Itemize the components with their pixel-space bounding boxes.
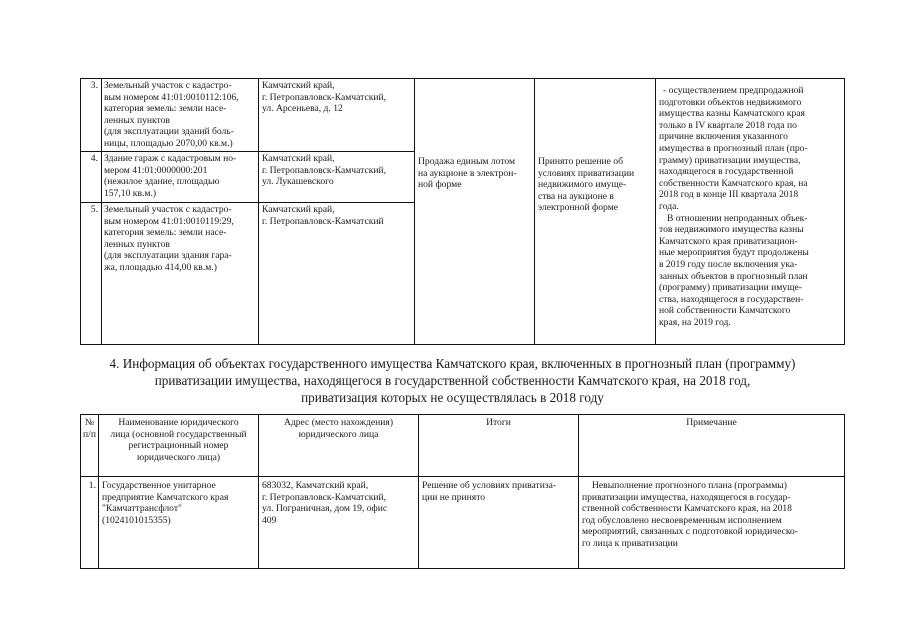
text-line: причине включения указанного — [659, 131, 788, 143]
header-address — [259, 416, 418, 441]
text-line: (программу) приватизации имуще- — [659, 282, 802, 294]
text-line: ленных пунктов — [104, 114, 170, 126]
text-line: (для эксплуатации зданий боль- — [104, 126, 234, 138]
text-line: 683032, Камчатский край, — [262, 480, 369, 491]
text-line: Земельный участок с кадастро- — [104, 204, 232, 215]
privatization-decision — [535, 155, 655, 215]
text-line: ленных пунктов — [104, 238, 170, 250]
header-results — [419, 416, 578, 430]
object-address — [259, 203, 414, 228]
sale-method — [415, 155, 534, 192]
text-line: только в IV квартале 2018 года по — [659, 119, 797, 131]
header-line: п/п — [83, 428, 96, 440]
legal-entity-address — [259, 479, 418, 527]
text-line: г. Петропавловск-Камчатский, — [262, 491, 387, 503]
text-line: собственности Камчатского края, на — [659, 177, 808, 189]
row-number — [81, 479, 98, 493]
header-line: Примечание — [686, 417, 737, 428]
row-number — [81, 79, 101, 93]
text-line: занных объектов в прогнозный план — [659, 270, 808, 282]
header-number — [81, 416, 98, 441]
legal-entity-name — [99, 479, 258, 527]
text-line: г. Петропавловск-Камчатский, — [262, 91, 387, 103]
object-address — [259, 152, 414, 189]
note-text — [656, 84, 844, 329]
object-address — [259, 79, 414, 116]
row-number — [81, 203, 101, 217]
header-line: лица (основной государственный — [110, 428, 247, 440]
text-line: ной собственности Камчатского — [659, 305, 791, 317]
header-line: Итоги — [486, 417, 511, 428]
object-description — [101, 203, 258, 275]
text-line: го лица к приватизации — [582, 537, 678, 549]
text-line: Продажа единым лотом — [418, 156, 516, 167]
text-line: ной форме — [418, 179, 462, 191]
text-line: 409 — [262, 514, 277, 526]
title-line: приватизация которых не осуществлялась в 2018 году — [301, 389, 604, 405]
text-line: категория земель: земли насе- — [104, 227, 227, 239]
row-number — [81, 152, 101, 166]
text-line: ул. Лукашевского — [262, 176, 334, 188]
row-number-text: 5. — [90, 204, 98, 215]
text-line: Решение об условиях приватиза- — [422, 480, 557, 491]
text-line: ственной собственности Камчатского края, на 2018 — [582, 503, 792, 515]
header-legal-entity-name — [99, 416, 258, 464]
note-text — [579, 479, 844, 551]
text-line: (нежилое здание, площадью — [104, 176, 220, 188]
text-line: в 2019 году после включения ука- — [659, 258, 798, 270]
text-line: находящегося в государственной — [659, 166, 794, 178]
text-line: края, на 2019 год. — [659, 316, 731, 328]
row-number-text: 1. — [88, 480, 96, 491]
text-line: Государственное унитарное — [102, 480, 216, 491]
row-number-text: 3. — [90, 80, 98, 91]
row-number-text: 4. — [90, 153, 98, 164]
text-line: жа, площадью 414,00 кв.м.) — [104, 261, 217, 273]
text-line: (для эксплуатации здания гара- — [104, 250, 232, 262]
text-line: приватизации имущества, находящегося в государ- — [582, 491, 791, 503]
text-line: год обусловлено несвоевременным исполнением — [582, 514, 782, 526]
text-line: на аукционе в электрон- — [418, 167, 517, 179]
text-line: Камчатского края приватизацион- — [659, 235, 798, 247]
text-line: электронной форме — [538, 202, 619, 214]
text-line: В отношении непроданных объек- — [667, 212, 808, 224]
title-line: приватизации имущества, находящегося в государственной собственности Камчатского края, на 2018 год, — [154, 372, 751, 388]
text-line: ные мероприятия будут продолжены — [659, 247, 809, 259]
text-line: предприятие Камчатского края — [102, 491, 229, 503]
text-line: г. Петропавловск-Камчатский, — [262, 164, 387, 176]
text-line: мером 41:01:0000000:201 — [104, 164, 208, 176]
text-line: мероприятий, связанных с подготовкой юридическо- — [582, 526, 799, 538]
text-line: вым номером 41:01:0010119:29, — [104, 215, 234, 227]
text-line: тов недвижимого имущества казны — [659, 224, 804, 236]
header-line: № — [84, 417, 95, 428]
text-line: ул. Пограничная, дом 19, офис — [262, 503, 388, 515]
text-line: подготовки объектов недвижимого — [659, 96, 802, 108]
header-line: Наименование юридического — [118, 417, 239, 428]
text-line: условиях приватизации — [538, 167, 635, 179]
object-description — [101, 152, 258, 200]
title-line: 4. Информация об объектах государственного имущества Камчатского края, включенных в прогнозный план (программу) — [109, 356, 796, 371]
text-line: Камчатский край, — [262, 153, 335, 164]
text-line: Камчатский край, — [262, 204, 335, 215]
text-line: имущества в прогнозный план (про- — [659, 142, 808, 154]
object-description — [101, 79, 258, 151]
header-line: юридического лица) — [136, 451, 221, 463]
text-line: - осуществлением предпродажной — [663, 85, 804, 96]
text-line: грамму) приватизации имущества, — [659, 154, 801, 166]
text-line: года. — [659, 200, 679, 212]
text-line: ства, находящегося в государствен- — [659, 293, 804, 305]
text-line: Здание гараж с кадастровым но- — [104, 153, 237, 164]
text-line: ства на аукционе в — [538, 190, 614, 202]
text-line: ницы, площадью 2070,00 кв.м.) — [104, 137, 233, 149]
text-line: вым номером 41:01:0010112:106, — [104, 91, 239, 103]
text-line: ции не принято — [422, 491, 486, 503]
text-line: 157,10 кв.м.) — [104, 187, 157, 199]
text-line: 2018 год в конце III квартала 2018 — [659, 189, 799, 201]
text-line: Земельный участок с кадастро- — [104, 80, 232, 91]
header-line: регистрационный номер — [128, 440, 229, 452]
text-line: Камчатский край, — [262, 80, 335, 91]
text-line: ул. Арсеньева, д. 12 — [262, 103, 343, 115]
text-line: г. Петропавловск-Камчатский — [262, 215, 384, 227]
privatization-result — [419, 479, 578, 504]
header-line: юридического лица — [298, 428, 379, 440]
header-line: Адрес (место нахождения) — [283, 417, 394, 428]
text-line: Принято решение об — [538, 156, 623, 167]
text-line: (1024101015355) — [102, 514, 171, 526]
text-line: категория земель: земли насе- — [104, 103, 227, 115]
text-line: имущества казны Камчатского края — [659, 108, 805, 120]
text-line: "Камчаттрансфлот" — [102, 503, 182, 515]
text-line: недвижимого имуще- — [538, 179, 627, 191]
text-line: Невыполнение прогнозного плана (программы) — [592, 480, 787, 491]
section-4-title — [60, 356, 845, 406]
header-note — [579, 416, 844, 430]
